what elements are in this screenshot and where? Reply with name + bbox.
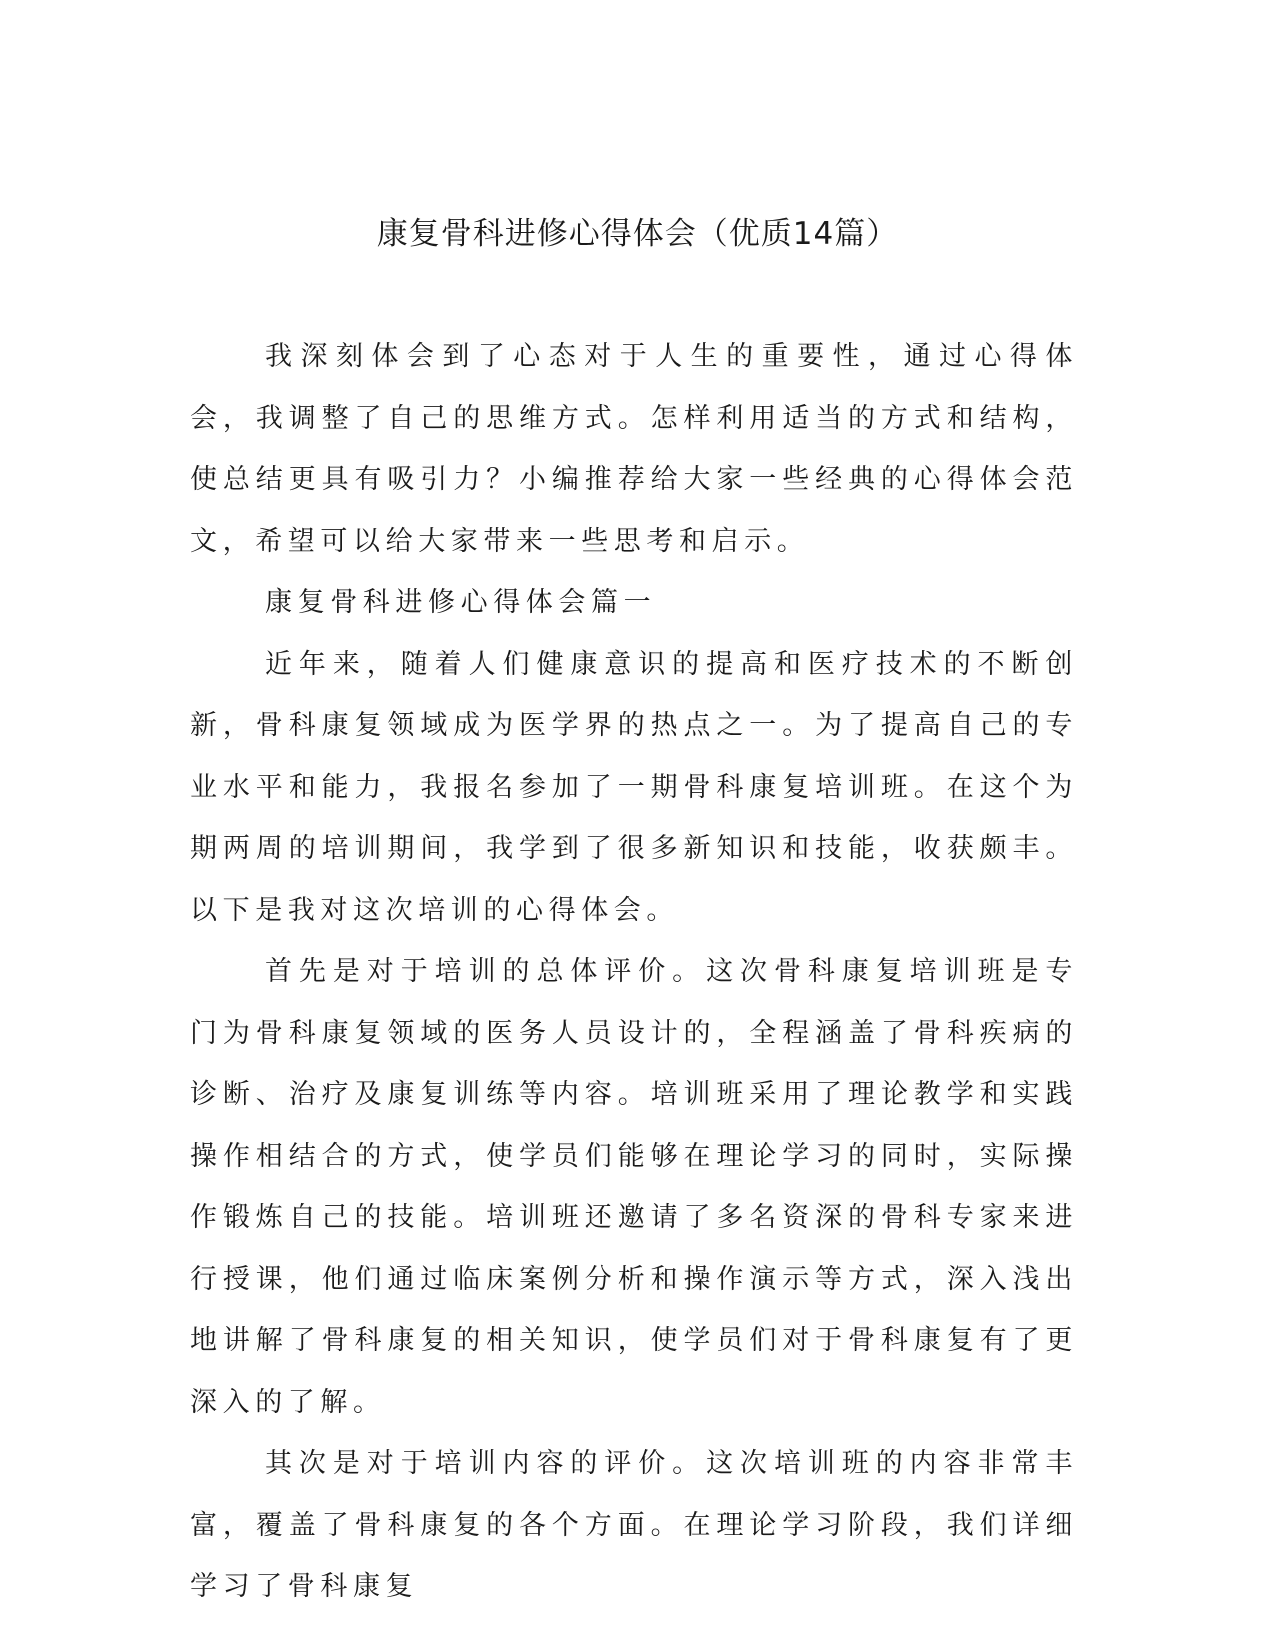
body-paragraph: 首先是对于培训的总体评价。这次骨科康复培训班是专门为骨科康复领域的医务人员设计的，全程涵盖了骨科疾病的诊断、治疗及康复训练等内容。培训班采用了理论教学和实践操作相结合的方式，使学员们能够在理论学习的同时，实际操作锻炼自己的技能。培训班还邀请了多名资深的骨科专家来进行授课，他们通过临床案例分析和操作演示等方式，深入浅出地讲解了骨科康复的相关知识，使学员们对于骨科康复有了更深入的了解。 (190, 956, 1078, 1418)
document-title: 康复骨科进修心得体会（优质14篇） (376, 216, 899, 252)
document-body (190, 326, 1078, 1618)
intro-paragraph: 我深刻体会到了心态对于人生的重要性，通过心得体会，我调整了自己的思维方式。怎样利用适当的方式和结构，使总结更具有吸引力？小编推荐给大家一些经典的心得体会范文，希望可以给大家带来一些思考和启示。 (190, 341, 1078, 557)
body-paragraph: 其次是对于培训内容的评价。这次培训班的内容非常丰富，覆盖了骨科康复的各个方面。在理论学习阶段，我们详细学习了骨科康复 (190, 1448, 1078, 1602)
section-heading: 康复骨科进修心得体会篇一 (265, 587, 657, 618)
body-paragraph: 近年来，随着人们健康意识的提高和医疗技术的不断创新，骨科康复领域成为医学界的热点之一。为了提高自己的专业水平和能力，我报名参加了一期骨科康复培训班。在这个为期两周的培训期间，我学到了很多新知识和技能，收获颇丰。以下是我对这次培训的心得体会。 (190, 648, 1078, 926)
